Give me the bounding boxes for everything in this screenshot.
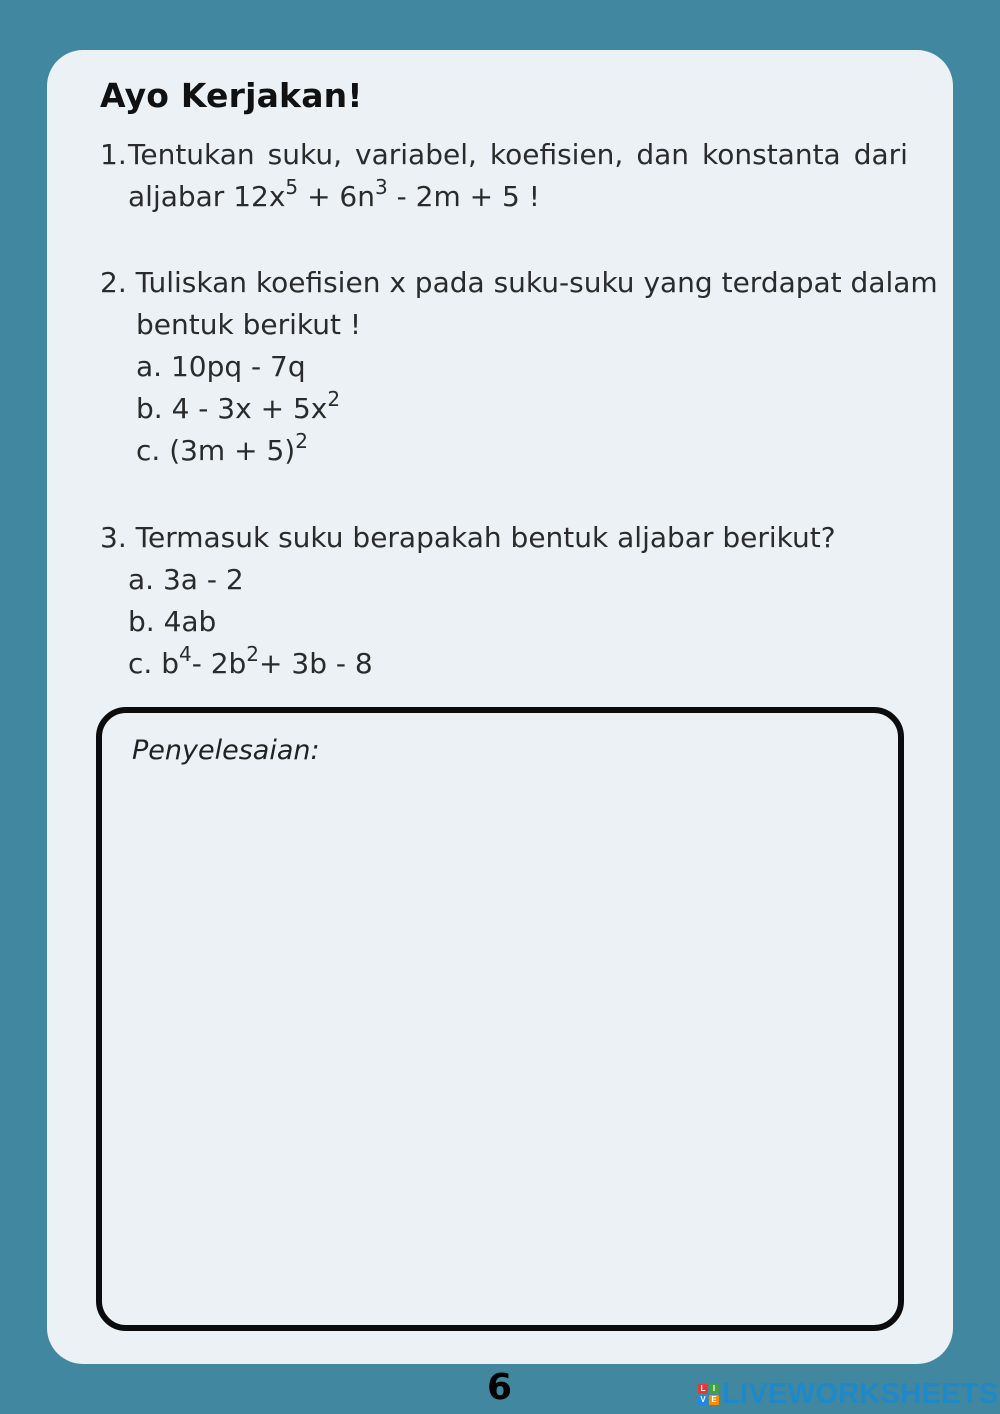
question-1-word: variabel,	[355, 138, 477, 171]
question-1-word: Tentukan	[128, 138, 255, 171]
question-2-option-b: b. $4 - 3x + 5x^2$	[136, 387, 341, 425]
question-3-option-b: b. 4ab	[128, 605, 217, 638]
question-1-word: dan	[636, 138, 690, 171]
question-3-line-1: 3. Termasuk suku berapakah bentuk aljabar berikut?	[100, 521, 836, 554]
question-1-word: dari	[853, 138, 908, 171]
question-2-option-a: a. 10pq - 7q	[136, 350, 306, 383]
question-3-option-c: c. $b^4-$ $2b^2+ 3b - 8$	[128, 642, 373, 680]
question-1-number: 1.	[100, 138, 127, 171]
question-3	[100, 517, 836, 685]
liveworksheets-logo-icon	[698, 1384, 719, 1405]
page-title: Ayo Kerjakan!	[100, 76, 363, 115]
page-number: 6	[487, 1367, 513, 1408]
liveworksheets-logo[interactable]	[698, 1378, 999, 1411]
question-1-word: suku,	[267, 138, 343, 171]
question-2	[100, 262, 938, 472]
liveworksheets-brand-text: LIVEWORKSHEETS	[722, 1378, 999, 1410]
logo-tile: I	[709, 1384, 719, 1394]
question-1-word: koefisien,	[489, 138, 624, 171]
question-2-option-c: c. $(3m + 5)^2$	[136, 429, 308, 467]
question-1	[100, 134, 908, 218]
question-3-option-a: a. 3a - 2	[128, 563, 244, 596]
question-1-line-2: aljabar $12x^5 + 6n^3 - 2m + 5$ !	[128, 175, 540, 213]
question-2-line-1: 2. Tuliskan koefisien x pada suku-suku yang terdapat dalam	[100, 266, 938, 299]
question-1-word: konstanta	[702, 138, 841, 171]
question-2-line-2: bentuk berikut !	[136, 308, 362, 341]
answer-box[interactable]	[96, 707, 904, 1331]
question-1-line-1	[128, 134, 908, 176]
answer-label: Penyelesaian:	[132, 735, 320, 766]
logo-tile: L	[698, 1384, 708, 1394]
logo-tile: E	[709, 1395, 719, 1405]
logo-tile: V	[698, 1395, 708, 1405]
